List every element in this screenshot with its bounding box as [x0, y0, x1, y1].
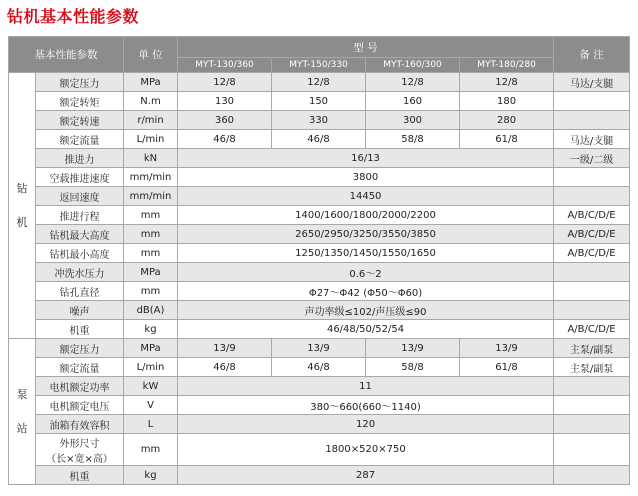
- param-note: [554, 168, 630, 187]
- group-label-char: 钻: [16, 181, 28, 195]
- param-name: 外形尺寸 （长×宽×高）: [36, 434, 124, 466]
- param-value: 46/8: [272, 130, 366, 149]
- param-note: 一级/二级: [554, 149, 630, 168]
- param-value: 13/9: [366, 339, 460, 358]
- table-row: [9, 320, 630, 339]
- spec-table-body: [9, 73, 630, 485]
- model-name: MYT-160/300: [366, 58, 460, 73]
- table-row: [9, 225, 630, 244]
- param-unit: L: [124, 415, 178, 434]
- param-note: [554, 415, 630, 434]
- header-param: 基本性能参数: [9, 37, 124, 73]
- param-unit: mm: [124, 206, 178, 225]
- param-note: [554, 263, 630, 282]
- param-value-span: 声功率级≤102/声压级≤90: [178, 301, 554, 320]
- group-label-pump: [9, 339, 36, 485]
- param-unit: MPa: [124, 263, 178, 282]
- table-row: [9, 282, 630, 301]
- spec-table: [8, 36, 630, 485]
- param-value-span: 380～660(660～1140): [178, 396, 554, 415]
- group-label-char: 泵: [16, 387, 28, 401]
- param-value: 13/9: [460, 339, 554, 358]
- param-note: 主泵/副泵: [554, 358, 630, 377]
- param-unit: mm: [124, 282, 178, 301]
- param-value: 180: [460, 92, 554, 111]
- param-name: 电机额定功率: [36, 377, 124, 396]
- param-name: 机重: [36, 320, 124, 339]
- param-value: 12/8: [272, 73, 366, 92]
- param-value: 300: [366, 111, 460, 130]
- param-value: 280: [460, 111, 554, 130]
- param-unit: mm: [124, 244, 178, 263]
- param-unit: r/min: [124, 111, 178, 130]
- table-row: [9, 206, 630, 225]
- param-value-span: 0.6～2: [178, 263, 554, 282]
- param-value-span: 2650/2950/3250/3550/3850: [178, 225, 554, 244]
- table-row: [9, 415, 630, 434]
- table-row: [9, 396, 630, 415]
- table-row: [9, 263, 630, 282]
- header-note: 备 注: [554, 37, 630, 73]
- param-name: 钻孔直径: [36, 282, 124, 301]
- table-row: [9, 111, 630, 130]
- param-value-span: 3800: [178, 168, 554, 187]
- group-label-char: 机: [16, 215, 28, 229]
- param-value: 12/8: [178, 73, 272, 92]
- param-unit: kN: [124, 149, 178, 168]
- param-value: 46/8: [272, 358, 366, 377]
- param-note: A/B/C/D/E: [554, 244, 630, 263]
- param-unit: dB(A): [124, 301, 178, 320]
- param-note: [554, 377, 630, 396]
- table-row: [9, 377, 630, 396]
- param-value: 330: [272, 111, 366, 130]
- param-value-span: 14450: [178, 187, 554, 206]
- param-note: [554, 187, 630, 206]
- param-unit: kg: [124, 466, 178, 485]
- param-note: [554, 466, 630, 485]
- model-name: MYT-180/280: [460, 58, 554, 73]
- param-value: 12/8: [366, 73, 460, 92]
- param-unit: MPa: [124, 73, 178, 92]
- table-row: [9, 92, 630, 111]
- page-title: 钻机基本性能参数: [7, 7, 140, 26]
- param-note: 马达/支腿: [554, 73, 630, 92]
- table-row: [9, 130, 630, 149]
- param-unit: MPa: [124, 339, 178, 358]
- param-value: 150: [272, 92, 366, 111]
- param-note: [554, 396, 630, 415]
- table-row: [9, 466, 630, 485]
- param-note: [554, 301, 630, 320]
- param-value: 61/8: [460, 130, 554, 149]
- param-value: 61/8: [460, 358, 554, 377]
- param-unit: mm: [124, 225, 178, 244]
- param-note: A/B/C/D/E: [554, 206, 630, 225]
- param-value-span: 287: [178, 466, 554, 485]
- header-model: 型 号: [178, 37, 554, 58]
- param-value-span: 1400/1600/1800/2000/2200: [178, 206, 554, 225]
- param-name: 钻机最小高度: [36, 244, 124, 263]
- param-value: 46/8: [178, 130, 272, 149]
- param-value: 13/9: [178, 339, 272, 358]
- param-unit: L/min: [124, 130, 178, 149]
- param-name: 返回速度: [36, 187, 124, 206]
- table-row: [9, 149, 630, 168]
- param-name: 额定压力: [36, 73, 124, 92]
- param-name: 推进行程: [36, 206, 124, 225]
- param-unit: N.m: [124, 92, 178, 111]
- param-name: 额定转矩: [36, 92, 124, 111]
- table-row: [9, 168, 630, 187]
- param-value-span: 11: [178, 377, 554, 396]
- param-note: 马达/支腿: [554, 130, 630, 149]
- param-value-span: 1250/1350/1450/1550/1650: [178, 244, 554, 263]
- param-value-span: 120: [178, 415, 554, 434]
- param-name: 额定流量: [36, 358, 124, 377]
- table-row: [9, 244, 630, 263]
- param-name: 钻机最大高度: [36, 225, 124, 244]
- param-unit: kW: [124, 377, 178, 396]
- param-value: 58/8: [366, 358, 460, 377]
- param-note: [554, 111, 630, 130]
- param-value: 130: [178, 92, 272, 111]
- param-value-span: 1800×520×750: [178, 434, 554, 466]
- param-note: 主泵/副泵: [554, 339, 630, 358]
- param-unit: mm/min: [124, 187, 178, 206]
- table-row: [9, 187, 630, 206]
- param-name: 空载推进速度: [36, 168, 124, 187]
- param-note: A/B/C/D/E: [554, 225, 630, 244]
- param-unit: L/min: [124, 358, 178, 377]
- param-name: 额定转速: [36, 111, 124, 130]
- group-label-drill: [9, 73, 36, 339]
- table-row: [9, 358, 630, 377]
- param-unit: kg: [124, 320, 178, 339]
- param-name: 额定压力: [36, 339, 124, 358]
- param-name: 噪声: [36, 301, 124, 320]
- param-value-span: 16/13: [178, 149, 554, 168]
- param-value: 12/8: [460, 73, 554, 92]
- param-name: 额定流量: [36, 130, 124, 149]
- param-name: 机重: [36, 466, 124, 485]
- param-note: [554, 282, 630, 301]
- table-row: [9, 301, 630, 320]
- param-name: 油箱有效容积: [36, 415, 124, 434]
- table-row: [9, 73, 630, 92]
- param-name: 推进力: [36, 149, 124, 168]
- param-value: 46/8: [178, 358, 272, 377]
- param-value-span: 46/48/50/52/54: [178, 320, 554, 339]
- param-name: 电机额定电压: [36, 396, 124, 415]
- header-unit: 单 位: [124, 37, 178, 73]
- param-note: [554, 434, 630, 466]
- param-name: 冲洗水压力: [36, 263, 124, 282]
- param-value: 58/8: [366, 130, 460, 149]
- param-value: 160: [366, 92, 460, 111]
- group-label-char: 站: [16, 421, 28, 435]
- param-note: A/B/C/D/E: [554, 320, 630, 339]
- model-name: MYT-150/330: [272, 58, 366, 73]
- param-unit: V: [124, 396, 178, 415]
- table-row: [9, 434, 630, 466]
- param-note: [554, 92, 630, 111]
- param-unit: mm: [124, 434, 178, 466]
- table-row: [9, 339, 630, 358]
- param-value: 13/9: [272, 339, 366, 358]
- param-value: 360: [178, 111, 272, 130]
- param-value-span: Φ27～Φ42 (Φ50～Φ60): [178, 282, 554, 301]
- model-name: MYT-130/360: [178, 58, 272, 73]
- param-unit: mm/min: [124, 168, 178, 187]
